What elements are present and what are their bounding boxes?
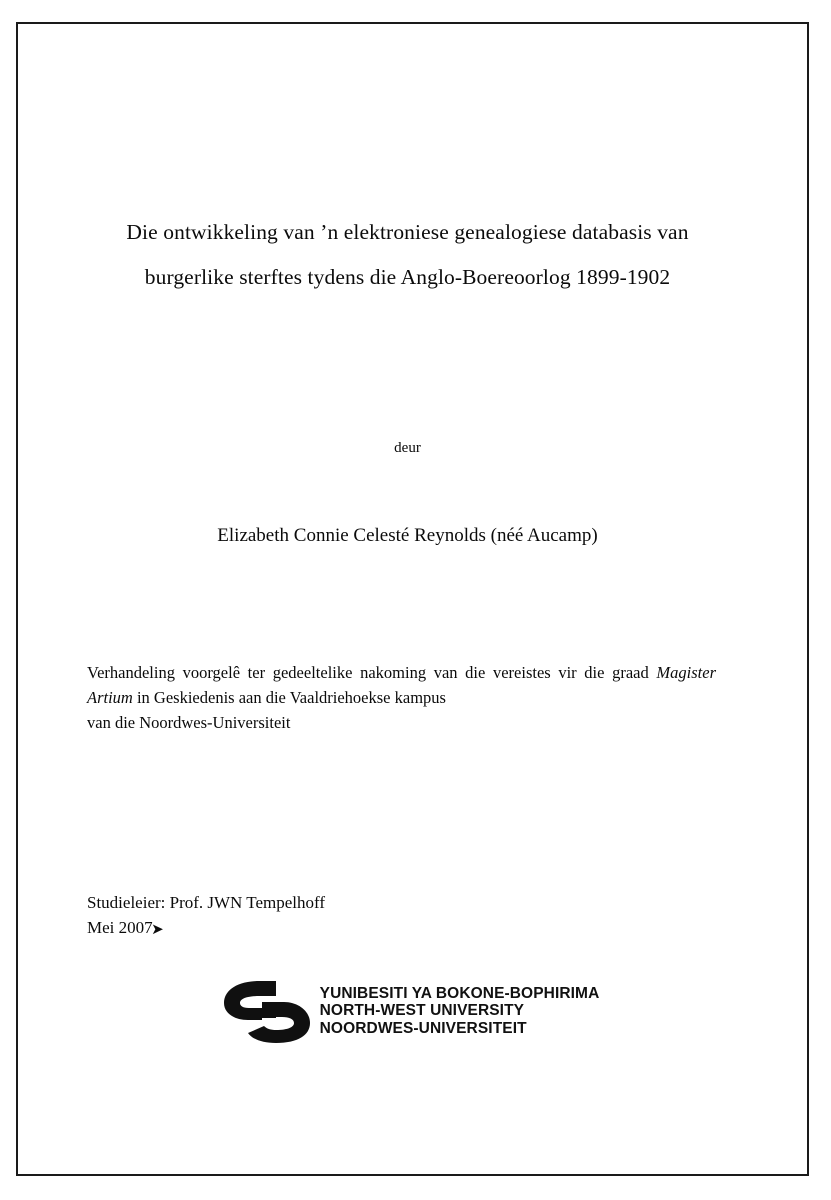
university-logo (85, 975, 730, 1047)
degree-statement-part1: Verhandeling voorgelê ter gedeeltelike nakoming van die vereistes vir die graad (87, 663, 657, 682)
date-block (87, 915, 164, 940)
author-name: Elizabeth Connie Celesté Reynolds (néé Aucamp) (217, 525, 598, 546)
by-word: deur (394, 440, 421, 456)
pen-mark-icon: ➤ (151, 922, 164, 938)
title-line-1: Die ontwikkeling van ’n elektroniese genealogiese databasis van (126, 220, 689, 244)
page-content (85, 40, 730, 1115)
degree-statement-part3: van die Noordwes-Universiteit (87, 713, 291, 732)
title-line-2: burgerlike sterftes tydens die Anglo-Boereoorlog 1899-1902 (144, 265, 671, 289)
degree-name: Magister Artium (87, 663, 716, 707)
degree-statement (87, 660, 716, 735)
nwu-logo-icon (216, 975, 312, 1047)
date-line: Mei 2007 (87, 918, 153, 937)
degree-statement-part2: in Geskiedenis aan die Vaaldriehoekse kampus (132, 688, 446, 707)
supervisor-block (87, 890, 325, 940)
logo-line-2: NORTH-WEST UNIVERSITY (319, 1002, 525, 1020)
page-title (85, 210, 730, 300)
supervisor-line: Studieleier: Prof. JWN Tempelhoff (87, 893, 326, 912)
logo-line-3: NOORDWES-UNIVERSITEIT (319, 1019, 527, 1037)
logo-line-1: YUNIBESITI YA BOKONE-BOPHIRIMA (319, 984, 600, 1002)
logo-text (320, 985, 600, 1038)
